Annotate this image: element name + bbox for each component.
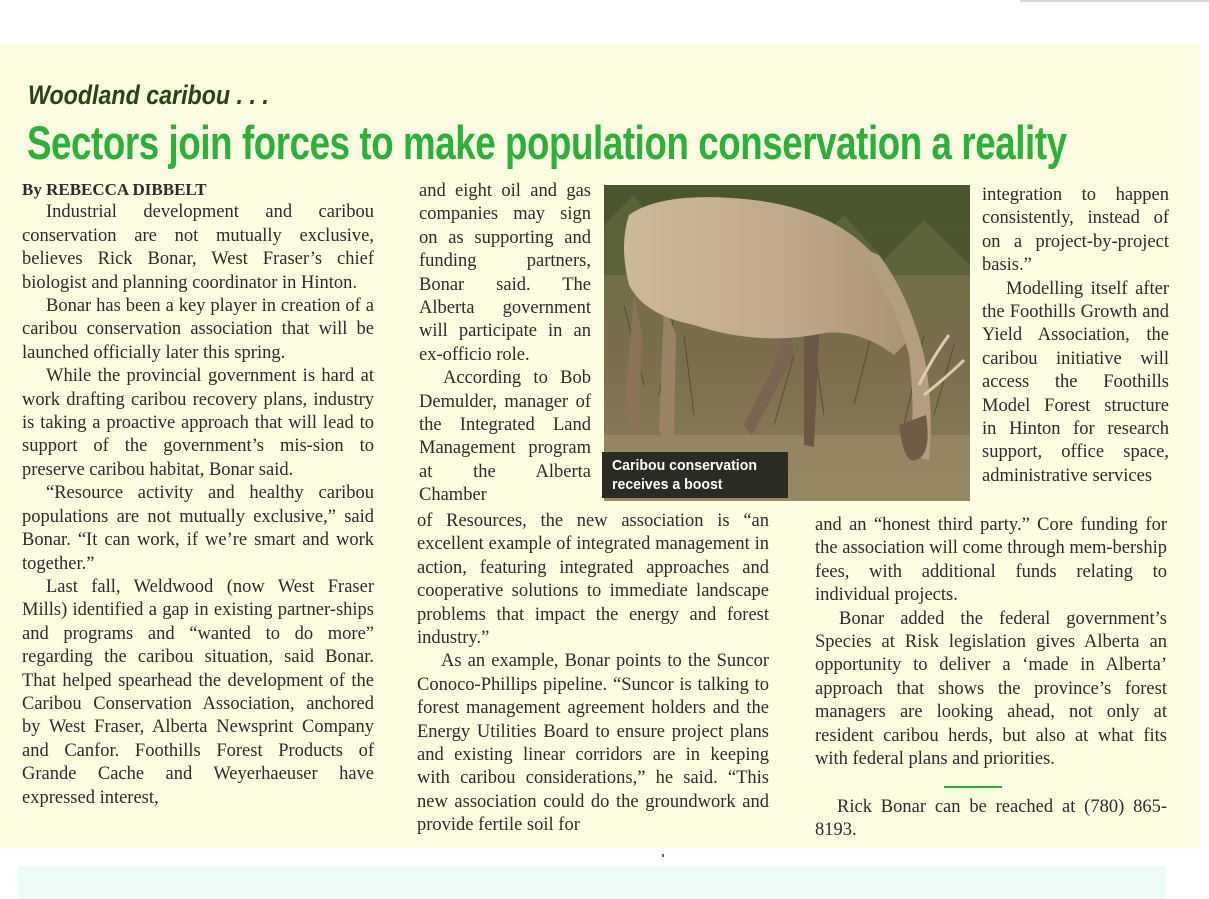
paragraph: Bonar added the federal government’s Species at Risk legislation gives Alberta an opportunity to deliver a ‘made in Alberta’ approach that shows the province’s forest managers are looking ahead, not only at resident caribou herds, but also at what fits with federal plans and priorities. (815, 608, 1167, 770)
scan-edge-line (1020, 0, 1209, 2)
paragraph: Last fall, Weldwood (now West Fraser Mills) identified a gap in existing partner-ships and programs and “wanted to do more” regarding the caribou situation, said Bonar. That helped spearhead the development of the Caribou Conservation Association, anchored by West Fraser, Alberta Newsprint Company and Canfor. Foothills Forest Products of Grande Cache and Weyerhaeuser have expressed interest, (22, 576, 374, 808)
paragraph: and an “honest third party.” Core funding for the association will come through mem-bership fees, with additional funds relating to individual projects. (815, 515, 1167, 606)
contact-line: Rick Bonar can be reached at (780) 865-8193. (815, 797, 1167, 841)
article-column-2-bottom (417, 510, 769, 838)
scan-speck (662, 854, 664, 857)
article-column-2-top (419, 180, 591, 508)
paragraph: Bonar has been a key player in creation of a caribou conservation association that will be launched officially later this spring. (22, 296, 374, 363)
section-divider (944, 786, 1002, 788)
article-column-3-top (982, 184, 1169, 488)
page-bottom-strip (18, 866, 1166, 899)
paragraph: “Resource activity and healthy caribou populations are not mutually exclusive,” said Bonar. “It can work, if we’re smart and work together.” (22, 483, 374, 574)
paragraph: of Resources, the new association is “an excellent example of integrated management in action, featuring integrated approaches and cooperative solutions to immediate landscape problems that impact the energy and forest industry.” (417, 511, 769, 649)
paragraph: While the provincial government is hard at work drafting caribou recovery plans, industry is taking a proactive approach that will lead to support of the government’s mis-sion to preserve caribou habitat, Bonar said. (22, 366, 374, 480)
paragraph: Industrial development and caribou conservation are not mutually exclusive, believes Rick Bonar, West Fraser’s chief biologist and planning coordinator in Hinton. (22, 202, 374, 293)
article-column-1 (22, 178, 374, 810)
article-kicker: Woodland caribou . . . (28, 80, 269, 110)
paragraph: integration to happen consistently, instead of on a project-by-project basis.” (982, 185, 1169, 276)
paragraph: As an example, Bonar points to the Suncor Conoco-Phillips pipeline. “Suncor is talking to forest management agreement holders and the Energy Utilities Board to ensure project plans and existing linear corridors are in keeping with caribou considerations,” he said. “This new association could do the groundwork and provide fertile soil for (417, 651, 769, 836)
article-headline: Sectors join forces to make population conservation a reality (27, 116, 1067, 169)
photo-caption (602, 452, 788, 498)
photo-caption-line-2: receives a boost (612, 476, 723, 493)
article-column-3-bottom (815, 514, 1167, 771)
paragraph: Modelling itself after the Foothills Growth and Yield Association, the caribou initiative will access the Foothills Model Forest structure in Hinton for research support, office space, administrative services (982, 278, 1169, 486)
paragraph: According to Bob Demulder, manager of the Integrated Land Management program at the Alberta Chamber (419, 368, 591, 506)
paragraph: and eight oil and gas companies may sign on as supporting and funding partners, Bonar said. The Alberta government will participate in an ex-officio role. (419, 181, 591, 365)
article-byline: By REBECCA DIBBELT (22, 180, 207, 199)
photo-caption-line-1: Caribou conservation (612, 457, 757, 474)
